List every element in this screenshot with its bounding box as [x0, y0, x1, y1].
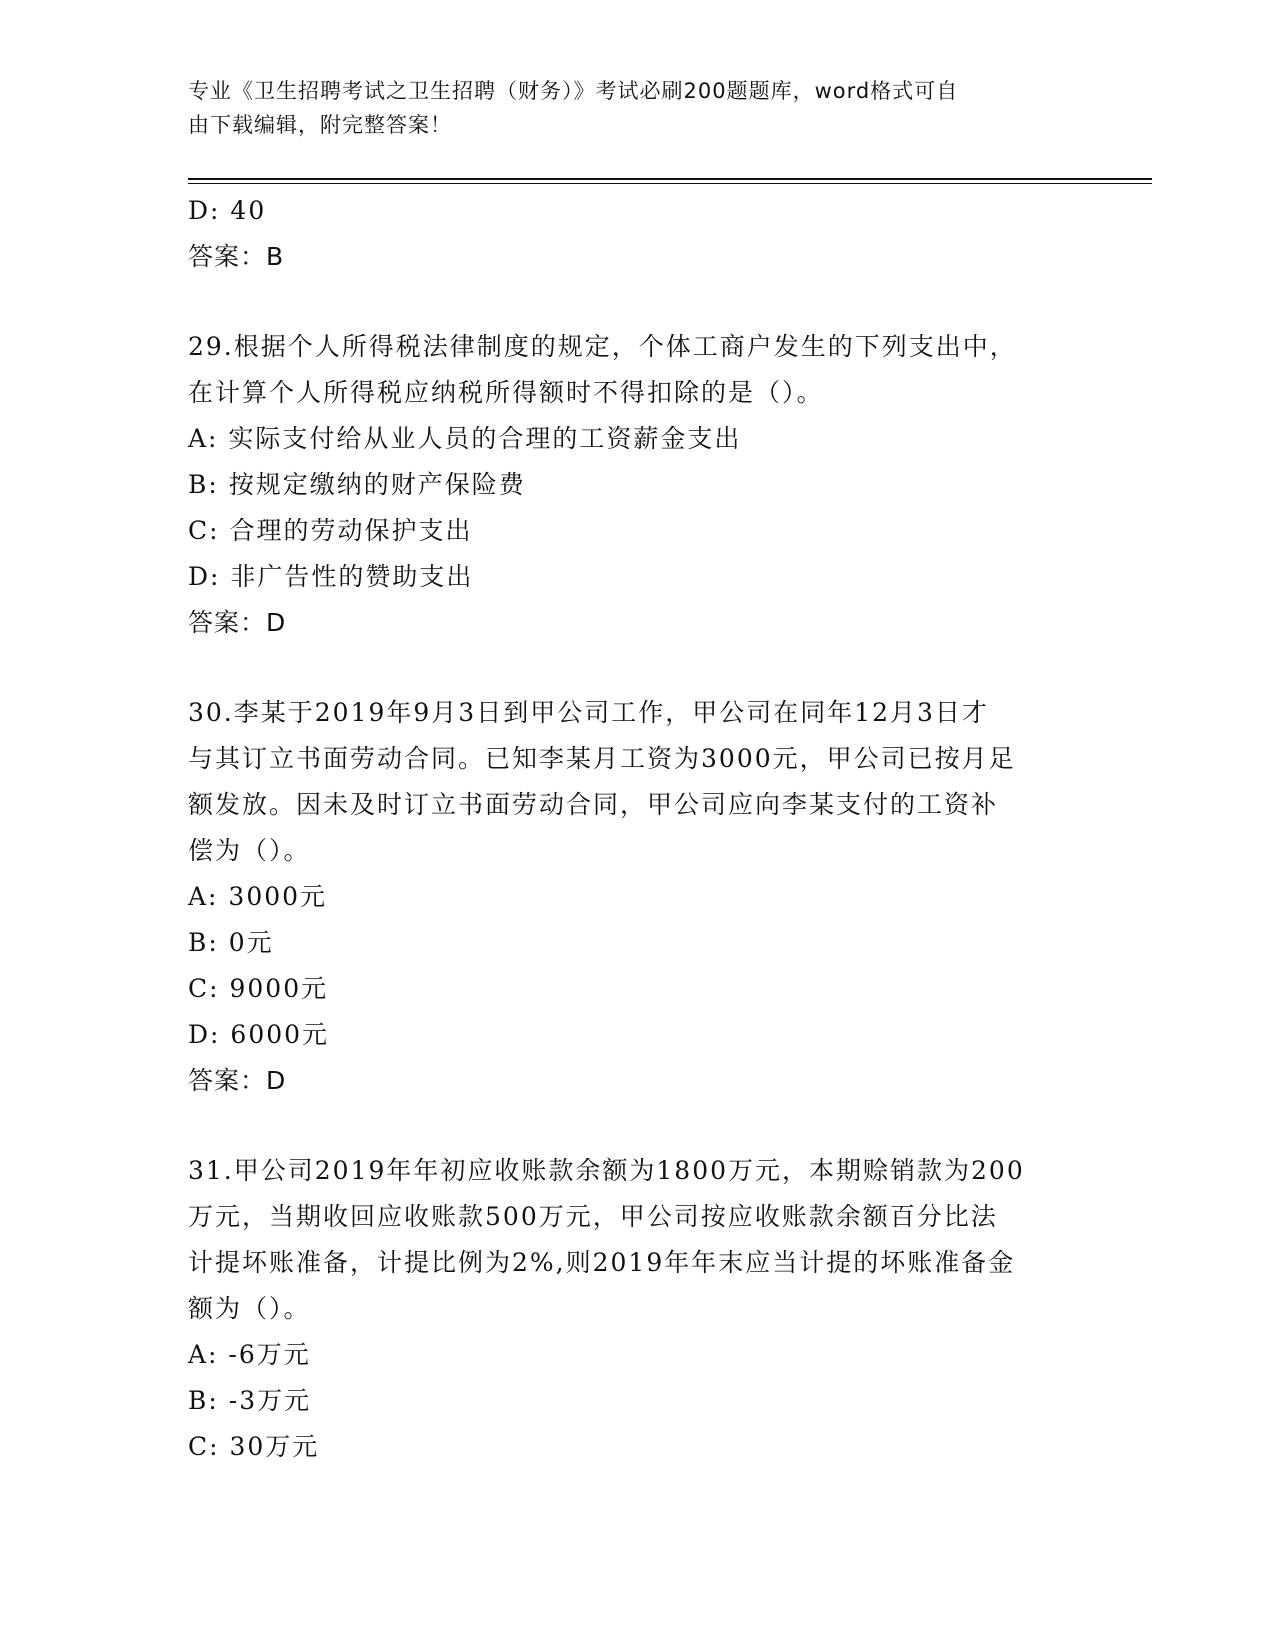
question-31 — [188, 1148, 1068, 1470]
q30-answer: 答案：D — [188, 1066, 287, 1095]
q29-option-b: B: 按规定缴纳的财产保险费 — [188, 470, 526, 499]
q29-stem-line-1: 29.根据个人所得税法律制度的规定，个体工商户发生的下列支出中， — [188, 332, 1017, 361]
spacer — [188, 646, 1068, 690]
q30-option-d: D: 6000元 — [188, 1020, 330, 1049]
q31-stem-line-2: 万元，当期收回应收账款500万元，甲公司按应收账款余额百分比法 — [188, 1202, 998, 1231]
header-title-line-1: 专业《卫生招聘考试之卫生招聘（财务）》考试必刷200题题库，word格式可自 — [188, 79, 959, 103]
page-header — [188, 74, 1068, 142]
q31-option-a: A: -6万元 — [188, 1340, 311, 1369]
q30-stem-line-2: 与其订立书面劳动合同。已知李某月工资为3000元，甲公司已按月足 — [188, 744, 1016, 773]
q31-stem-line-1: 31.甲公司2019年年初应收账款余额为1800万元，本期赊销款为200 — [188, 1156, 1025, 1185]
q29-option-d: D: 非广告性的赞助支出 — [188, 562, 474, 591]
question-30 — [188, 690, 1068, 1104]
question-29 — [188, 324, 1068, 646]
prev-answer: 答案：B — [188, 242, 285, 271]
q31-option-c: C: 30万元 — [188, 1432, 320, 1461]
q30-stem-line-3: 额发放。因未及时订立书面劳动合同，甲公司应向李某支付的工资补 — [188, 790, 999, 819]
q30-stem-line-4: 偿为（）。 — [188, 836, 311, 865]
q30-option-a: A: 3000元 — [188, 882, 328, 911]
q30-option-b: B: 0元 — [188, 928, 274, 957]
q29-option-a: A: 实际支付给从业人员的合理的工资薪金支出 — [188, 424, 742, 453]
q29-stem-line-2: 在计算个人所得税应纳税所得额时不得扣除的是（）。 — [188, 378, 824, 407]
q30-stem-line-1: 30.李某于2019年9月3日到甲公司工作，甲公司在同年12月3日才 — [188, 698, 989, 727]
q31-stem-line-4: 额为（）。 — [188, 1294, 311, 1323]
q29-option-c: C: 合理的劳动保护支出 — [188, 516, 473, 545]
q30-option-c: C: 9000元 — [188, 974, 329, 1003]
prev-option-d: D: 40 — [188, 196, 267, 225]
header-divider-thin — [188, 183, 1152, 184]
header-title-line-2: 由下载编辑，附完整答案！ — [188, 113, 452, 137]
q29-answer: 答案：D — [188, 608, 287, 637]
question-content — [188, 188, 1068, 1470]
header-divider-thick — [188, 178, 1152, 180]
spacer — [188, 280, 1068, 324]
spacer — [188, 1104, 1068, 1148]
q31-stem-line-3: 计提坏账准备，计提比例为2%,则2019年年末应当计提的坏账准备金 — [188, 1248, 1016, 1277]
q31-option-b: B: -3万元 — [188, 1386, 312, 1415]
